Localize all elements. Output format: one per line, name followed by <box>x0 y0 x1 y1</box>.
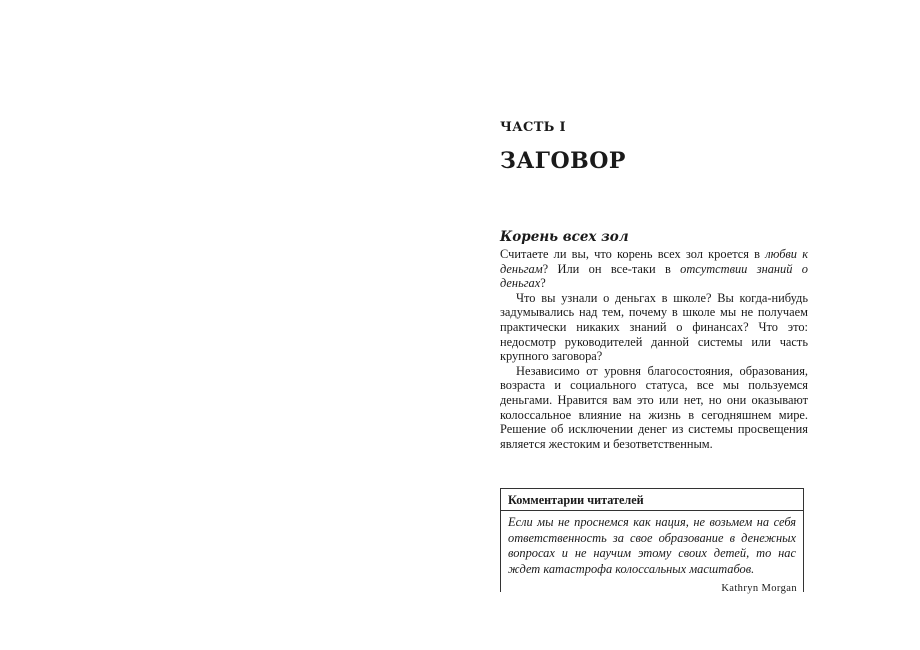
reader-comments-heading: Комментарии читателей <box>501 489 803 511</box>
paragraph-1-emphasis-b: отсутствии знаний о деньгах <box>500 261 809 291</box>
reader-comments-box <box>500 488 804 592</box>
section-root-of-evil <box>500 228 808 451</box>
paragraph-3: Независимо от уровня благосостояния, образования, возраста и социального статуса, все мы пользуемся деньгами. Нравится вам это или нет, но они оказывают колоссальное влияние на жизнь в сегодняшнем мире. Решение об исключении денег из системы просвещения является жестоким и безответственным. <box>500 363 808 451</box>
paragraph-1 <box>500 247 808 291</box>
paragraph-1-text-a: Считаете ли вы, что корень всех зол кроется в <box>500 247 766 261</box>
section-title: Корень всех зол <box>500 229 629 245</box>
paragraph-1-text-c: ? <box>540 276 546 291</box>
reader-comment-author: Kathryn Morgan <box>721 583 797 594</box>
paragraph-2: Что вы узнали о деньгах в школе? Вы когда-нибудь задумывались над тем, почему в школе мы не получаем практически никаких знаний о финансах? Что это: недосмотр руководителей данной системы или часть крупного заговора? <box>500 290 808 364</box>
part-title: ЗАГОВОР <box>500 148 626 174</box>
part-header <box>500 118 808 176</box>
paragraph-1-emphasis-a: любви к деньгам <box>500 247 808 276</box>
reader-comment-quote: Если мы не проснемся как нация, не возьмем на себя ответственность за свое образование в денежных вопросах и не научим этому своих детей, то нас ждет катастрофа колоссальных масштабов. <box>508 515 796 576</box>
paragraph-1-text-b: ? Или он все-таки в <box>542 261 681 276</box>
part-label: ЧАСТЬ I <box>500 120 566 135</box>
